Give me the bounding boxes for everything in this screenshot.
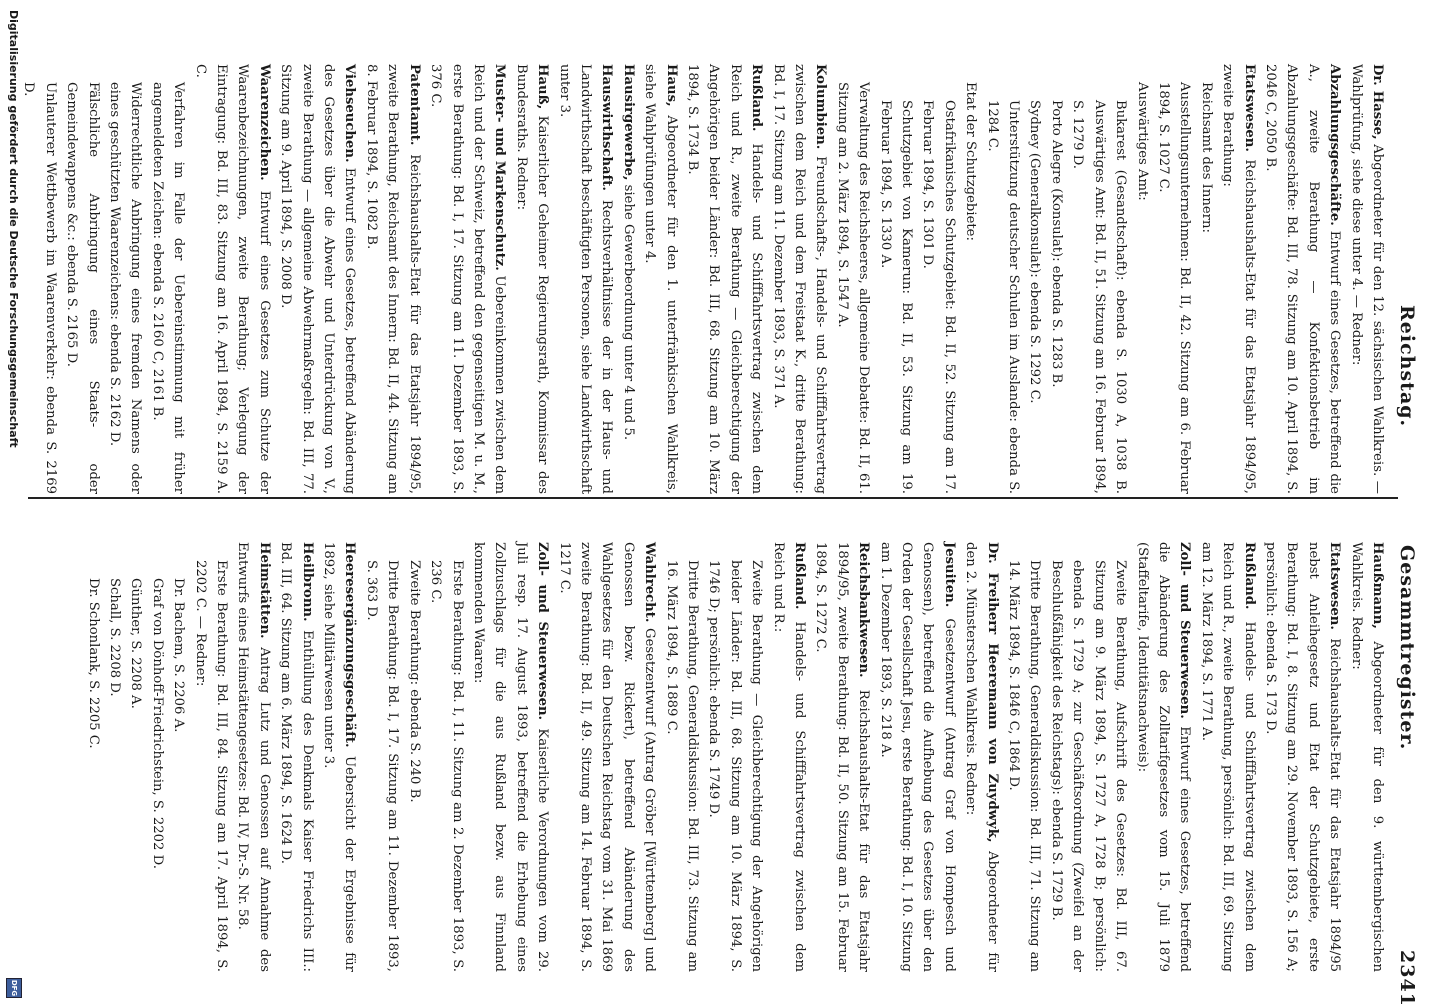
- entry-text: Abgeordneter für den 12. sächsischen Wahlkreis. — Wahlprüfung, siehe diese unter 4. — Redner:: [1348, 64, 1385, 494]
- entry-text: Entwurf eines Gesetzes, betreffend die Abänderung des Zolltarifgesetzes vom 15. Juli 1879 (Staffeltarife, Identitätsnachweis):: [1134, 542, 1193, 972]
- entry-text: Fälschliche Anbringung eines Staats- oder Gemeindewappens &c.: ebenda S. 2165 D.: [64, 82, 101, 494]
- register-entry: [361, 542, 404, 972]
- footer-text: Digitalisierung gefördert durch die Deutsche Forschungsgemeinschaft: [7, 10, 20, 448]
- register-entry: [831, 64, 874, 494]
- register-entry: [510, 64, 553, 494]
- register-entry: [810, 542, 874, 972]
- entry-text: Gesetzentwurf (Antrag Gröber [Württemberg] und Genossen bezw. Rickert), betreffend Abänderung des Wahlgesetzes für den Deutschen Reichstag vom 31. Mai 1869 zweite Berathung: Bd. II, 49. Sitzung am 14. Februar 1894, S. 1217 C.: [556, 542, 658, 972]
- register-entry: [1260, 542, 1346, 972]
- register-entry: [1046, 64, 1067, 494]
- entry-keyword: Rußland.: [749, 64, 765, 132]
- entry-keyword: Hauswirthschaft.: [599, 64, 615, 191]
- register-entry: [189, 64, 275, 494]
- entry-text: Handels- und Schifffahrtsvertrag zwischen dem Reich und R.:: [770, 542, 808, 972]
- entry-text: Porto Alegre (Konsulat): ebenda S. 1283 B.: [1048, 100, 1064, 388]
- register-entry: [104, 542, 125, 972]
- entry-keyword: Haußmann,: [1370, 542, 1385, 629]
- entry-text: Widerrechtliche Anbringung eines fremden Namens oder eines geschützten Waarenzeichens: ebenda S. 2162 D.: [107, 82, 144, 494]
- entry-text: Dr. Bachem, S. 2206 A.: [171, 578, 187, 733]
- entry-text: Erste Berathung: Bd. III, 84. Sitzung am 17. April 1894, S. 2202 C. — Redner:: [192, 560, 230, 972]
- entry-text: Handels- und Schifffahrtsvertrag zwischen dem Reich und R., zweite Berathung — Gleichberechtigung der Angehörigen beider Länder: Bd. III, 68. Sitzung am 10. März 1894, S. 1734 B.: [685, 64, 765, 494]
- entry-keyword: Patentamt.: [406, 64, 422, 146]
- register-entry: [874, 542, 960, 972]
- entry-text: Entwurf eines Gesetzes, betreffend Abänderung des Gesetzes über die Abwehr und Unterdrückung von V., zweite Berathung — allgemeine Abwehrmaßregeln: Bd. III, 77. Sitzung am 9. April 1894, S. 2008 D.: [278, 64, 358, 494]
- entry-keyword: Etatswesen.: [1241, 64, 1257, 152]
- register-entry: [1195, 64, 1216, 494]
- register-entry: [425, 542, 468, 972]
- entry-text: Günther, S. 2208 A.: [128, 578, 144, 709]
- entry-keyword: Rußland.: [792, 542, 808, 610]
- entry-text: Reichshaushalts-Etat für das Etatsjahr 1894/95, zweite Berathung:: [1220, 64, 1257, 494]
- register-entry: [125, 542, 146, 972]
- entry-keyword: Hauß,: [535, 64, 551, 110]
- register-entry: [1217, 64, 1260, 494]
- entry-text: Uebersicht der Ergebnisse für 1892, siehe Militärwesen unter 3.: [321, 542, 358, 972]
- entry-keyword: Heilbronn.: [299, 542, 315, 622]
- entry-keyword: Reichsbankwesen.: [856, 542, 872, 678]
- register-entry: [639, 64, 682, 494]
- register-entry: [1003, 542, 1046, 972]
- right-column: [82, 542, 1388, 972]
- entry-text: Verwaltung des Reichsheeres, allgemeine Debatte: Bd. II, 61. Sitzung am 2. März 1894, S. 1547 A.: [834, 82, 872, 494]
- register-entry: [553, 64, 617, 494]
- entry-text: Rechtsverhältnisse der in der Haus- und Landwirthschaft beschäftigten Personen, siehe Landwirthschaft unter 3.: [556, 64, 615, 494]
- entry-text: Erste Berathung: Bd. I, 11. Sitzung am 2. Dezember 1893, S. 236 C.: [428, 560, 465, 972]
- entry-text: Gesetzentwurf (Antrag Graf von Hompesch und Genossen), betreffend die Aufhebung des Gesetzes über den Orden der Gesellschaft Jesu, erste Berathung: Bd. I, 10. Sitzung am 1. Dezember 1893, S. 218 A.: [877, 542, 957, 972]
- entry-text: Unterstützung deutscher Schulen im Auslande: ebenda S. 1284 C.: [984, 100, 1022, 494]
- entry-text: Schall, S. 2208 D.: [107, 578, 123, 697]
- entry-text: Sydney (Generalkonsulat): ebenda S. 1292 C.: [1027, 100, 1043, 404]
- entry-text: Entwurf eines Gesetzes, betreffend die A., zweite Berathung — Konfektionsbetrieb im Abzahlungsgeschäfte: Bd. III, 78. Sitzung am 10. April 1894, S. 2046 C, 2050 B.: [1262, 64, 1343, 494]
- register-entry: [1260, 64, 1346, 494]
- entry-text: Bukarest (Gesandtschaft): ebenda S. 1030 A, 1038 B. Auswärtiges Amt: Bd. II, 51. Sitzung am 16. Februar 1894, S. 1279 D.: [1070, 100, 1129, 494]
- header-right: Gesammtregister.: [1396, 545, 1418, 751]
- register-entry: [660, 542, 703, 972]
- entry-keyword: Etatswesen.: [1327, 542, 1343, 630]
- register-entry: [275, 542, 318, 972]
- entry-text: Abgeordneter für den 9. württembergischen Wahlkreis. Redner:: [1348, 542, 1385, 972]
- entry-text: Enthüllung des Denkmals Kaiser Friedrichs III.: Bd. III, 64. Sitzung am 6. März 1894, S. 1624 D.: [278, 542, 315, 972]
- left-column: [18, 64, 1388, 494]
- register-entry: [917, 64, 960, 494]
- entry-text: Reichshaushalts-Etat für das Etatsjahr 1894/95, zweite Berathung: Bd. II, 50. Sitzung am 15. Februar 1894, S. 1272 C.: [813, 542, 872, 972]
- entry-keyword: Jesuiten.: [941, 542, 957, 608]
- entry-keyword: Wahlrecht.: [642, 542, 658, 623]
- entry-keyword: Heeresergänzungsgeschäft.: [342, 542, 358, 748]
- entry-text: Zweite Berathung: ebenda S. 240 B.: [406, 560, 422, 803]
- register-entry: [189, 542, 232, 972]
- register-entry: [425, 64, 511, 494]
- header-left: Reichstag.: [1396, 305, 1418, 428]
- entry-text: Handels- und Schifffahrtsvertrag zwischen dem Reich und R., zweite Berathung, persönlich: Bd. III, 69. Sitzung am 12. März 1894, S. 1771 A.: [1198, 542, 1257, 972]
- register-entry: [146, 64, 189, 494]
- register-entry: [1131, 542, 1195, 972]
- entry-text: Dr. Schonlank, S. 2205 C.: [85, 578, 101, 749]
- entry-text: Kaiserlicher Geheimer Regierungsrath, Kommissar des Bundesraths. Redner:: [513, 64, 551, 494]
- register-entry: [18, 64, 61, 494]
- entry-keyword: Heimstätten.: [256, 542, 272, 639]
- running-header: [1388, 0, 1428, 1007]
- register-entry: [104, 64, 147, 494]
- entry-text: Graf von Dönhoff-Friedrichstein, S. 2202 D.: [149, 578, 165, 869]
- register-entry: [960, 542, 1003, 972]
- entry-text: Entwurf eines Gesetzes zum Schutze der Waarenbezeichnungen, zweite Berathung; Verlegung der Eintragung: Bd. III, 83. Sitzung am 16. April 1894, S. 2159 A. C.: [192, 64, 272, 494]
- entry-keyword: Kolumbien.: [813, 64, 829, 150]
- register-entry: [981, 64, 1024, 494]
- register-entry: [82, 542, 103, 972]
- register-entry: [553, 542, 660, 972]
- entry-text: Abgeordneter für den 2. Münsterschen Wahlkreis. Redner:: [963, 542, 1000, 973]
- entry-text: Freundschafts-, Handels- und Schifffahrtsvertrag zwischen dem Reich und dem Freistaat K., dritte Berathung: Bd. I, 17. Sitzung am 11. Dezember 1893, S. 371 A.: [770, 64, 829, 494]
- dfg-logo: DFG: [6, 978, 22, 998]
- entry-keyword: Muster- und Markenschutz.: [492, 64, 508, 271]
- entry-keyword: Haus,: [663, 64, 679, 107]
- register-entry: [1153, 64, 1196, 494]
- register-entry: [703, 542, 767, 972]
- register-entry: [232, 542, 275, 972]
- register-entry: [468, 542, 554, 972]
- entry-text: Dritte Berathung, Generaldiskussion: Bd. III, 71. Sitzung am 14. März 1894, S. 1846 C, 1864 D.: [1006, 560, 1043, 972]
- register-entry: [1024, 64, 1045, 494]
- entry-keyword: Rußland.: [1241, 542, 1257, 610]
- register-entry: [146, 542, 167, 972]
- entry-text: Ostafrikanisches Schutzgebiet: Bd. II, 52. Sitzung am 17. Februar 1894, S. 1301 D.: [920, 100, 957, 494]
- page-number: 2341: [1396, 950, 1418, 1007]
- register-entry: [275, 64, 361, 494]
- entry-text: Reichsamt des Innern:: [1198, 82, 1214, 233]
- register-entry: [318, 542, 361, 972]
- register-entry: [682, 64, 768, 494]
- register-entry: [403, 542, 424, 972]
- register-entry: [1067, 64, 1131, 494]
- entry-keyword: Viehseuchen.: [342, 64, 358, 163]
- register-entry: [168, 542, 189, 972]
- register-entry: [1345, 542, 1388, 972]
- register-entry: [61, 64, 104, 494]
- footer: [0, 0, 24, 1000]
- entry-text: Unlauterer Wettbewerb im Waarenverkehr: ebenda S. 2169 D.: [21, 82, 58, 494]
- entry-text: Dritte Berathung, Generaldiskussion: Bd. III, 73. Sitzung am 16. März 1894, S. 1889 C.: [663, 560, 700, 972]
- entry-text: Dritte Berathung: Bd. I, 17. Sitzung am 11. Dezember 1893, S. 363 D.: [363, 560, 401, 972]
- register-entry: [1195, 542, 1259, 972]
- entry-text: Uebereinkommen zwischen dem Reich und der Schweiz, betreffend den gegenseitigen M. u. M., erste Berathung: Bd. I, 17. Sitzung am 11. Dezember 1893, S. 376 C.: [428, 64, 508, 494]
- entry-text: Schutzgebiet von Kamerun: Bd. II, 53. Sitzung am 19. Februar 1894, S. 1330 A.: [877, 100, 915, 494]
- register-entry: [874, 64, 917, 494]
- entry-text: Reichshaushalts-Etat für das Etatsjahr 1894/95, zweite Berathung, Reichsamt des Innern: Bd. II, 44. Sitzung am 8. Februar 1894, S. 1082 B.: [363, 64, 422, 494]
- entry-text: Antrag Lutz und Genossen auf Annahme des Entwurfs eines Heimstättengesetzes: Bd. IV, Dr.-S. Nr. 58.: [235, 542, 272, 972]
- register-entry: [1046, 542, 1132, 972]
- register-entry: [1131, 64, 1152, 494]
- register-entry: [1345, 64, 1388, 494]
- entry-keyword: Waarenzeichen.: [256, 64, 272, 181]
- register-entry: [617, 64, 638, 494]
- entry-text: Zweite Berathung — Gleichberechtigung der Angehörigen beider Länder: Bd. III, 68. Sitzung am 10. März 1894, S. 1746 D; persönlich: ebenda S. 1749 D.: [706, 560, 765, 972]
- entry-keyword: Hausirgewerbe,: [620, 64, 636, 181]
- entry-keyword: Dr. Hasse,: [1370, 64, 1385, 140]
- entry-text: siehe Gewerbeordnung unter 4 und 5.: [620, 180, 636, 441]
- register-entry: [767, 64, 831, 494]
- entry-text: Abgeordneter für den 1. unterfränkischen Wahlkreis, siehe Wahlprüfungen unter 4.: [642, 64, 679, 494]
- column-divider: [28, 497, 1398, 499]
- entry-text: Reichshaushalts-Etat für das Etatsjahr 1894/95 nebst Anleihegesetz und Etat der Schutzgebiete, erste Berathung: Bd. I, 8. Sitzung am 29. November 1893, S. 156 A; persönlich: ebenda S. 173 D.: [1262, 542, 1343, 972]
- entry-text: Auswärtiges Amt:: [1134, 82, 1150, 201]
- entry-text: Ausstellungsunternehmen: Bd. II, 42. Sitzung am 6. Februar 1894, S. 1027 C.: [1155, 82, 1193, 494]
- entry-keyword: Zoll- und Steuerwesen.: [1177, 542, 1193, 719]
- register-entry: [960, 64, 981, 494]
- register-entry: [767, 542, 810, 972]
- entry-keyword: Zoll- und Steuerwesen.: [535, 542, 551, 721]
- entry-keyword: Dr. Freiherr Heeremann von Zuydwyk,: [984, 542, 1000, 843]
- entry-text: Etat der Schutzgebiete:: [963, 82, 979, 241]
- entry-text: Verfahren im Falle der Uebereinstimmung mit früher angemeldeten Zeichen: ebenda S. 2160 C, 2161 B.: [149, 82, 187, 494]
- register-entry: [361, 64, 425, 494]
- entry-text: Zweite Berathung, Aufschrift des Gesetzes: Bd. III, 67. Sitzung am 9. März 1894, S. 1727 A, 1728 B; persönlich: ebenda S. 1729 A; zur Geschäftsordnung (Zweifel an der Beschlußfähigkeit des Reichstags): ebenda S. 1729 B.: [1048, 560, 1129, 972]
- entry-text: Kaiserliche Verordnungen vom 29. Juli resp. 17. August 1893, betreffend die Erhebung eines Zollzuschlags für die aus Rußland bezw. aus Finnland kommenden Waaren:: [470, 542, 551, 973]
- entry-keyword: Abzahlungsgeschäfte.: [1327, 64, 1343, 226]
